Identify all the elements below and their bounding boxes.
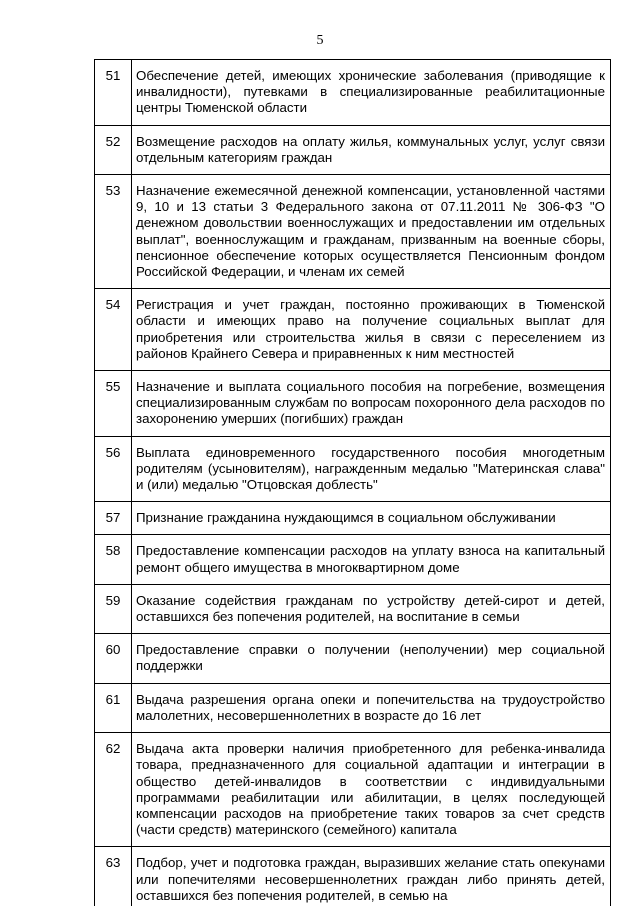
table-row [95, 289, 611, 371]
service-name: Возмещение расходов на оплату жилья, коммунальных услуг, услуг связи отдельным категориям граждан [132, 125, 611, 174]
table-row [95, 733, 611, 847]
service-name: Предоставление справки о получении (неполучении) мер социальной поддержки [132, 634, 611, 683]
row-number: 53 [95, 175, 132, 289]
row-number: 55 [95, 371, 132, 437]
row-number: 51 [95, 60, 132, 126]
service-name: Назначение ежемесячной денежной компенсации, установленной частями 9, 10 и 13 статьи 3 Федерального закона от 07.11.2011 № 306-ФЗ "О денежном довольствии военнослужащих и предоставлении им отдельных выплат", военнослужащим и гражданам, призванным на военные сборы, пенсионное обеспечение которых осуществляется Пенсионным фондом Российской Федерации, и членам их семей [132, 175, 611, 289]
service-name: Предоставление компенсации расходов на уплату взноса на капитальный ремонт общего имущества в многоквартирном доме [132, 535, 611, 584]
row-number: 61 [95, 683, 132, 732]
table-row [95, 125, 611, 174]
row-number: 56 [95, 436, 132, 502]
service-name: Подбор, учет и подготовка граждан, выразивших желание стать опекунами или попечителями несовершеннолетних граждан либо принять детей, оставшихся без попечения родителей, в семью на [132, 847, 611, 906]
table-row [95, 535, 611, 584]
row-number: 54 [95, 289, 132, 371]
service-name: Признание гражданина нуждающимся в социальном обслуживании [132, 502, 611, 535]
table-row [95, 847, 611, 906]
row-number: 63 [95, 847, 132, 906]
service-name: Выдача акта проверки наличия приобретенного для ребенка-инвалида товара, предназначенного для социальной адаптации и интеграции в общество детей-инвалидов в соответствии с индивидуальными программами реабилитации или абилитации, в целях последующей компенсации расходов на приобретение таких товаров за счет средств (части средств) материнского (семейного) капитала [132, 733, 611, 847]
table-row [95, 371, 611, 437]
service-name: Назначение и выплата социального пособия на погребение, возмещения специализированным службам по вопросам похоронного дела расходов по захоронению умерших (погибших) граждан [132, 371, 611, 437]
table-row [95, 175, 611, 289]
table-row [95, 60, 611, 126]
service-name: Выплата единовременного государственного пособия многодетным родителям (усыновителям), награжденным медалью "Материнская слава" и (или) медалью "Отцовская доблесть" [132, 436, 611, 502]
services-table-body [95, 60, 611, 906]
table-row [95, 683, 611, 732]
table-row [95, 634, 611, 683]
row-number: 58 [95, 535, 132, 584]
services-table [94, 59, 611, 906]
row-number: 62 [95, 733, 132, 847]
service-name: Выдача разрешения органа опеки и попечительства на трудоустройство малолетних, несовершеннолетних в возрасте до 16 лет [132, 683, 611, 732]
page-number: 5 [316, 33, 324, 48]
service-name: Обеспечение детей, имеющих хронические заболевания (приводящие к инвалидности), путевками в специализированные реабилитационные центры Тюменской области [132, 60, 611, 126]
service-name: Оказание содействия гражданам по устройству детей-сирот и детей, оставшихся без попечения родителей, на воспитание в семьи [132, 584, 611, 633]
row-number: 52 [95, 125, 132, 174]
table-row [95, 584, 611, 633]
row-number: 60 [95, 634, 132, 683]
table-row [95, 436, 611, 502]
service-name: Регистрация и учет граждан, постоянно проживающих в Тюменской области и имеющих право на получение социальных выплат для приобретения или строительства жилья в связи с переселением из районов Крайнего Севера и приравненных к ним местностей [132, 289, 611, 371]
table-row [95, 502, 611, 535]
row-number: 59 [95, 584, 132, 633]
row-number: 57 [95, 502, 132, 535]
